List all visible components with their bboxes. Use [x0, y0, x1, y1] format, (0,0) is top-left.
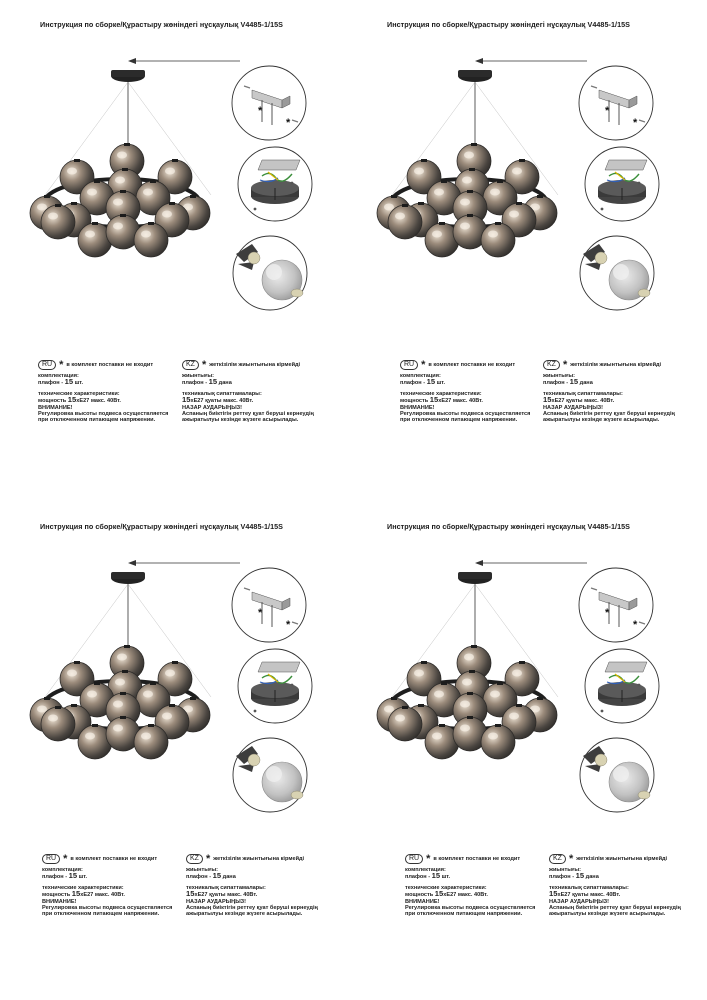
chandelier-illustration	[0, 502, 353, 842]
ru-specs-label: технические характеристики:	[405, 884, 487, 891]
kz-kit-label: жиынтығы:	[186, 867, 219, 873]
instruction-sheet-4	[347, 502, 700, 1000]
ru-kit-label: комплектация:	[400, 373, 441, 379]
chandelier-illustration	[347, 502, 700, 842]
kz-power-line: 15хE27 қуаты макс. 40Вт.	[186, 889, 258, 899]
kz-language-badge: KZ	[182, 360, 199, 370]
ru-kit-label: комплектация:	[42, 867, 83, 873]
ru-note-line-1: Регулировка высоты подвеса осуществляется	[400, 411, 531, 418]
ru-note-line-1: Регулировка высоты подвеса осуществляется	[42, 905, 173, 912]
kz-note-line-2: ажыратылуы кезінде жүзеге асырылады.	[186, 911, 303, 918]
chandelier-illustration	[347, 0, 700, 340]
ru-not-included: в комплект поставки не входит	[433, 855, 521, 862]
ru-block	[38, 360, 168, 424]
kz-specs-label: техникалық сипаттамалары:	[186, 884, 266, 891]
kz-not-included: жеткізілім жиынтығына кірмейді	[209, 361, 301, 368]
ru-note-line-2: при отключенном питающем напряжении.	[42, 911, 160, 918]
ru-power-line: мощность 15хE27 макс. 40Вт.	[405, 889, 488, 899]
ru-kit-line: плафон - 15 шт.	[405, 871, 451, 881]
asterisk-icon: *	[426, 853, 431, 865]
sheet-title: Инструкция по сборке/Құрастыру жөніндегі нұсқаулық V4485-1/15S	[387, 20, 631, 29]
instruction-sheet-2	[347, 0, 700, 500]
ru-not-included: в комплект поставки не входит	[428, 361, 516, 368]
ru-warning: ВНИМАНИЕ!	[400, 404, 435, 411]
kz-note-line-1: Аспаның биіктігін реттеу қуат беруші кернеудің	[543, 411, 675, 418]
instruction-sheet-1	[0, 0, 353, 500]
ru-block	[400, 360, 530, 424]
ru-warning: ВНИМАНИЕ!	[405, 898, 440, 905]
ru-not-included: в комплект поставки не входит	[66, 361, 154, 368]
sheet-title: Инструкция по сборке/Құрастыру жөніндегі нұсқаулық V4485-1/15S	[40, 20, 284, 29]
asterisk-icon: *	[63, 853, 68, 865]
sheet-title: Инструкция по сборке/Құрастыру жөніндегі нұсқаулық V4485-1/15S	[387, 522, 631, 531]
kz-note-line-2: ажыратылуы кезінде жүзеге асырылады.	[182, 417, 299, 424]
kz-kit-line: плафон - 15 дана	[186, 871, 236, 881]
ru-power-line: мощность 15хE27 макс. 40Вт.	[400, 395, 483, 405]
kz-power-line: 15хE27 қуаты макс. 40Вт.	[543, 395, 615, 405]
kz-language-badge: KZ	[543, 360, 560, 370]
ru-language-badge: RU	[42, 854, 60, 864]
kz-kit-line: плафон - 15 дана	[182, 377, 232, 387]
ru-note-line-1: Регулировка высоты подвеса осуществляется	[405, 905, 536, 912]
kz-warning: НАЗАР АУДАРЫҢЫЗ!	[543, 404, 604, 411]
kz-warning: НАЗАР АУДАРЫҢЫЗ!	[186, 898, 247, 905]
asterisk-icon: *	[59, 359, 64, 371]
ru-note-line-2: при отключенном питающем напряжении.	[400, 417, 518, 424]
ru-warning: ВНИМАНИЕ!	[42, 898, 77, 905]
kz-not-included: жеткізілім жиынтығына кірмейді	[213, 855, 305, 862]
kz-power-line: 15хE27 қуаты макс. 40Вт.	[182, 395, 254, 405]
asterisk-icon: *	[205, 853, 211, 865]
kz-kit-line: плафон - 15 дана	[549, 871, 599, 881]
ru-kit-line: плафон - 15 шт.	[42, 871, 88, 881]
kz-power-line: 15хE27 қуаты макс. 40Вт.	[549, 889, 621, 899]
kz-kit-line: плафон - 15 дана	[543, 377, 593, 387]
kz-specs-label: техникалық сипаттамалары:	[549, 884, 629, 891]
kz-not-included: жеткізілім жиынтығына кірмейді	[570, 361, 662, 368]
ru-specs-label: технические характеристики:	[42, 884, 124, 891]
ru-kit-line: плафон - 15 шт.	[400, 377, 446, 387]
kz-note-line-2: ажыратылуы кезінде жүзеге асырылады.	[543, 417, 660, 424]
ru-note-line-2: при отключенном питающем напряжении.	[38, 417, 156, 424]
ru-language-badge: RU	[38, 360, 56, 370]
instruction-sheet-3	[0, 502, 353, 1000]
kz-block	[549, 854, 681, 918]
kz-not-included: жеткізілім жиынтығына кірмейді	[576, 855, 668, 862]
ru-note-line-2: при отключенном питающем напряжении.	[405, 911, 523, 918]
ru-language-badge: RU	[400, 360, 418, 370]
asterisk-icon: *	[562, 359, 568, 371]
kz-block	[182, 360, 314, 424]
asterisk-icon: *	[421, 359, 426, 371]
ru-note-line-1: Регулировка высоты подвеса осуществляется	[38, 411, 169, 418]
chandelier-illustration	[0, 0, 353, 340]
kz-language-badge: KZ	[186, 854, 203, 864]
ru-not-included: в комплект поставки не входит	[70, 855, 158, 862]
kz-language-badge: KZ	[549, 854, 566, 864]
ru-language-badge: RU	[405, 854, 423, 864]
kz-specs-label: техникалық сипаттамалары:	[543, 390, 623, 397]
ru-kit-line: плафон - 15 шт.	[38, 377, 84, 387]
sheet-title: Инструкция по сборке/Құрастыру жөніндегі нұсқаулық V4485-1/15S	[40, 522, 284, 531]
kz-note-line-1: Аспаның биіктігін реттеу қуат беруші кернеудің	[182, 411, 314, 418]
kz-warning: НАЗАР АУДАРЫҢЫЗ!	[182, 404, 243, 411]
ru-power-line: мощность 15хE27 макс. 40Вт.	[38, 395, 121, 405]
kz-warning: НАЗАР АУДАРЫҢЫЗ!	[549, 898, 610, 905]
asterisk-icon: *	[568, 853, 574, 865]
ru-block	[405, 854, 535, 918]
ru-specs-label: технические характеристики:	[38, 390, 120, 397]
ru-kit-label: комплектация:	[405, 867, 446, 873]
ru-specs-label: технические характеристики:	[400, 390, 482, 397]
ru-kit-label: комплектация:	[38, 373, 79, 379]
kz-note-line-2: ажыратылуы кезінде жүзеге асырылады.	[549, 911, 666, 918]
ru-power-line: мощность 15хE27 макс. 40Вт.	[42, 889, 125, 899]
kz-note-line-1: Аспаның биіктігін реттеу қуат беруші кернеудің	[186, 905, 318, 912]
kz-block	[543, 360, 675, 424]
kz-kit-label: жиынтығы:	[182, 373, 215, 379]
ru-warning: ВНИМАНИЕ!	[38, 404, 73, 411]
asterisk-icon: *	[201, 359, 207, 371]
kz-kit-label: жиынтығы:	[543, 373, 576, 379]
kz-note-line-1: Аспаның биіктігін реттеу қуат беруші кернеудің	[549, 905, 681, 912]
ru-block	[42, 854, 172, 918]
kz-kit-label: жиынтығы:	[549, 867, 582, 873]
kz-specs-label: техникалық сипаттамалары:	[182, 390, 262, 397]
kz-block	[186, 854, 318, 918]
